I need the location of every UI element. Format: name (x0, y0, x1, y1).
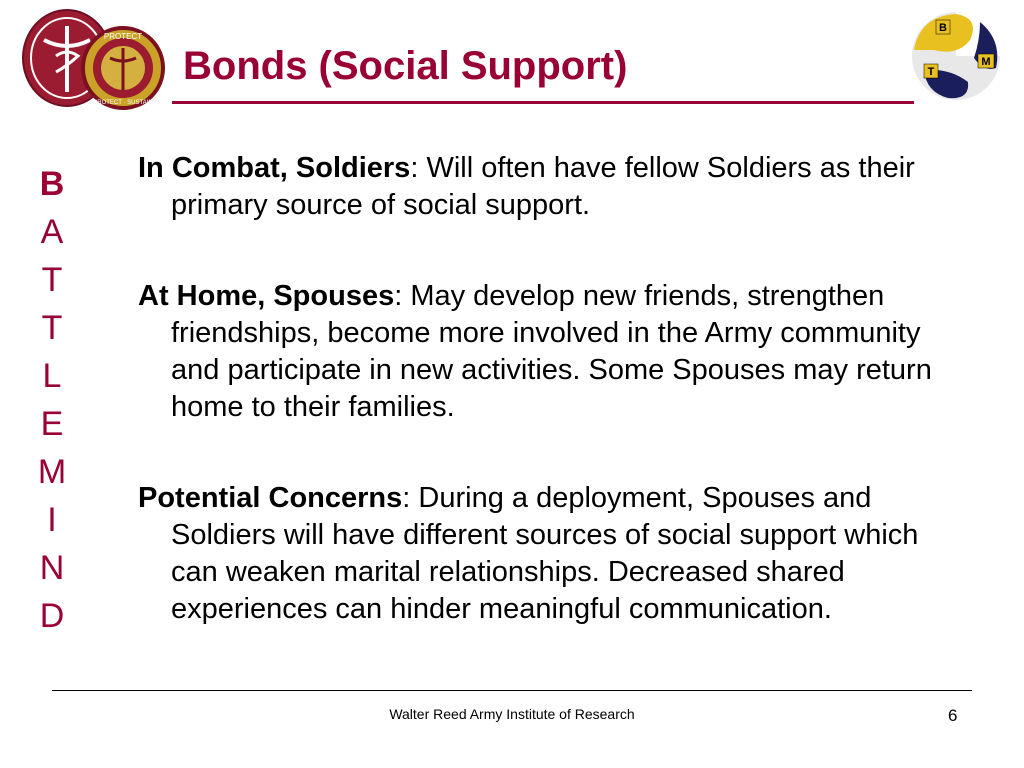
logo-letter-b: B (939, 22, 947, 34)
side-letter: D (39, 597, 65, 635)
title-underline (172, 101, 914, 104)
footer-organization: Walter Reed Army Institute of Research (389, 706, 635, 722)
side-letter: T (41, 261, 63, 299)
side-letter: L (42, 357, 62, 395)
paragraph-text: : Will often have fellow Soldiers as their primary source of social support. (171, 152, 915, 221)
page-number: 6 (948, 706, 958, 725)
battlemind-logo (910, 10, 1002, 102)
seal-top-text: PROTECT (103, 32, 143, 41)
side-letter: B (39, 165, 65, 203)
seal-bottom-text: PROTECT · SUSTAIN (93, 100, 153, 106)
paragraph-home (138, 278, 973, 426)
logo-letter-t: T (927, 66, 935, 78)
paragraph-heading: In Combat, Soldiers (138, 152, 411, 184)
logo-letter-m: M (981, 56, 991, 68)
paragraph-heading: Potential Concerns (138, 482, 403, 514)
footer-divider (52, 690, 972, 691)
side-letter: M (37, 453, 67, 491)
side-letter: E (40, 405, 64, 443)
side-letter: T (41, 309, 63, 347)
battlemind-vertical-letters (30, 160, 74, 640)
side-letter: I (47, 501, 57, 539)
side-letter: A (40, 213, 64, 251)
slide-title: Bonds (Social Support) (183, 44, 628, 88)
paragraph-heading: At Home, Spouses (138, 280, 395, 312)
wrair-crest-logo (20, 6, 170, 112)
paragraph-concerns (138, 480, 973, 628)
paragraph-combat (138, 150, 973, 224)
paragraph-text: : May develop new friends, strengthen friendships, become more involved in the Army community and participate in new activities. Some Spouses may return home to their families. (171, 280, 932, 423)
side-letter: N (39, 549, 65, 587)
slide-body (138, 150, 973, 682)
paragraph-text: : During a deployment, Spouses and Soldiers will have different sources of social support which can weaken marital relationships. Decreased shared experiences can hinder meaningful communication. (171, 482, 919, 625)
